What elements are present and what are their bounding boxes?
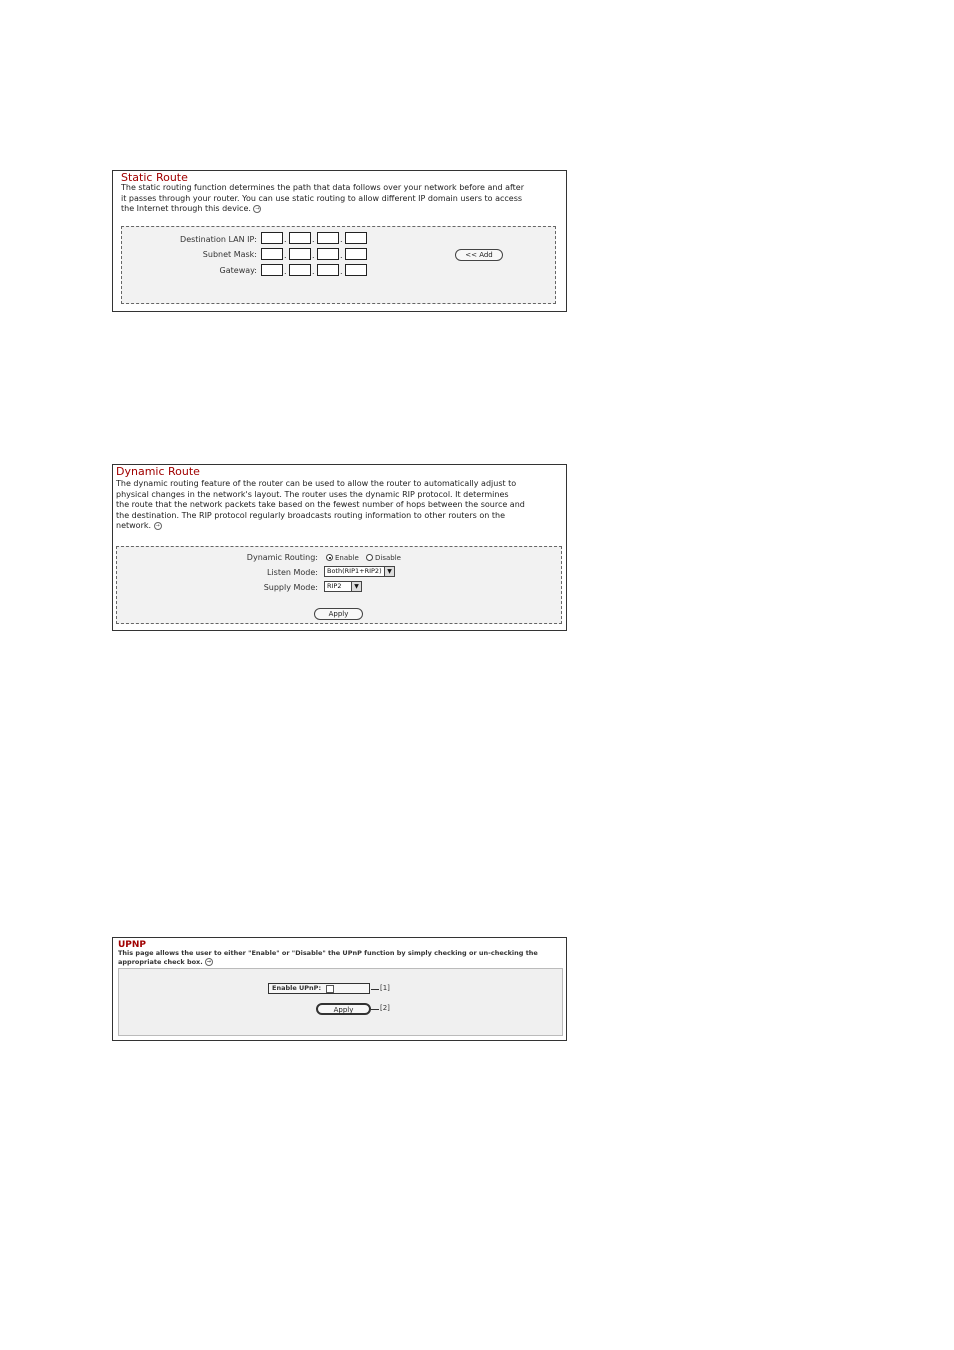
destination-ip-octet-3[interactable] [317,232,339,244]
help-arrow-icon[interactable]: → [255,205,260,212]
supply-mode-select[interactable] [324,581,362,592]
gateway-octet-4[interactable] [345,264,367,276]
dot-separator: . [284,267,287,276]
dot-separator: . [312,267,315,276]
gateway-label: Gateway: [219,266,257,275]
desc-line: The static routing function determines the path that data follows over your network before and after [121,183,525,192]
enable-upnp-checkbox[interactable] [326,985,334,993]
callout-label-1: [1] [380,984,390,992]
add-route-button[interactable]: << Add [455,249,503,261]
destination-ip-octet-4[interactable] [345,232,367,244]
desc-line: the destination. The RIP protocol regularly broadcasts routing information to other routers on the [116,510,505,520]
enable-radio[interactable] [326,554,333,561]
subnet-mask-octet-2[interactable] [289,248,311,260]
gateway-octet-2[interactable] [289,264,311,276]
subnet-mask-octet-3[interactable] [317,248,339,260]
callout-line-2 [371,1009,379,1010]
dynamic-route-title: Dynamic Route [116,465,200,478]
dot-separator: . [312,235,315,244]
disable-radio-label: Disable [375,554,401,562]
static-route-form [121,226,556,304]
enable-radio-label: Enable [335,554,359,562]
static-route-description [121,183,561,215]
supply-mode-value: RIP2 [327,582,342,590]
subnet-mask-octet-4[interactable] [345,248,367,260]
gateway-octet-3[interactable] [317,264,339,276]
desc-line: the route that the network packets take based on the fewest number of hops between the source and [116,500,525,509]
upnp-description [118,949,563,967]
destination-ip-octet-1[interactable] [261,232,283,244]
desc-line: it passes through your router. You can use static routing to allow different IP domain users to access [121,193,523,203]
desc-line: physical changes in the network's layout. The router uses the dynamic RIP protocol. It determines [116,489,509,499]
dot-separator: . [284,235,287,244]
help-arrow-icon[interactable]: → [155,522,160,529]
chevron-down-icon[interactable]: ▼ [384,567,394,576]
supply-mode-label: Supply Mode: [263,583,318,592]
destination-ip-label: Destination LAN IP: [180,235,257,244]
static-route-panel [112,170,567,312]
subnet-mask-label: Subnet Mask: [202,250,257,259]
desc-line-text: the Internet through this device. [121,204,251,213]
destination-ip-octet-2[interactable] [289,232,311,244]
listen-mode-value: Both(RIP1+RIP2) [327,567,382,575]
listen-mode-label: Listen Mode: [266,568,318,577]
dot-separator: . [340,267,343,276]
dot-separator: . [340,251,343,260]
gateway-octet-1[interactable] [261,264,283,276]
desc-line: This page allows the user to either "Enable" or "Disable" the UPnP function by simply checking or un-checking the [118,949,538,957]
chevron-down-icon[interactable]: ▼ [351,582,361,591]
desc-line [116,521,564,532]
dynamic-routing-label: Dynamic Routing: [246,553,318,562]
upnp-panel [112,937,567,1041]
help-arrow-icon[interactable]: → [206,959,212,965]
dot-separator: . [312,251,315,260]
dynamic-route-description [116,479,564,532]
dynamic-route-panel [112,464,567,631]
enable-upnp-label: Enable UPnP: [272,984,322,992]
static-route-title: Static Route [121,171,188,184]
upnp-title: UPNP [118,940,147,950]
desc-line-text: network. [116,521,152,530]
dynamic-route-form [116,546,562,624]
disable-radio[interactable] [366,554,373,561]
upnp-apply-button[interactable]: Apply [316,1003,371,1015]
desc-line [118,958,563,967]
apply-button[interactable]: Apply [314,608,363,620]
desc-line-text: appropriate check box. [118,958,203,966]
enable-upnp-row [268,983,370,994]
listen-mode-select[interactable] [324,566,395,577]
desc-line [121,204,561,215]
subnet-mask-octet-1[interactable] [261,248,283,260]
callout-line-1 [371,989,379,990]
dot-separator: . [284,251,287,260]
callout-label-2: [2] [380,1004,390,1012]
dot-separator: . [340,235,343,244]
upnp-form [118,968,563,1036]
desc-line: The dynamic routing feature of the router can be used to allow the router to automatically adjust to [116,479,517,488]
